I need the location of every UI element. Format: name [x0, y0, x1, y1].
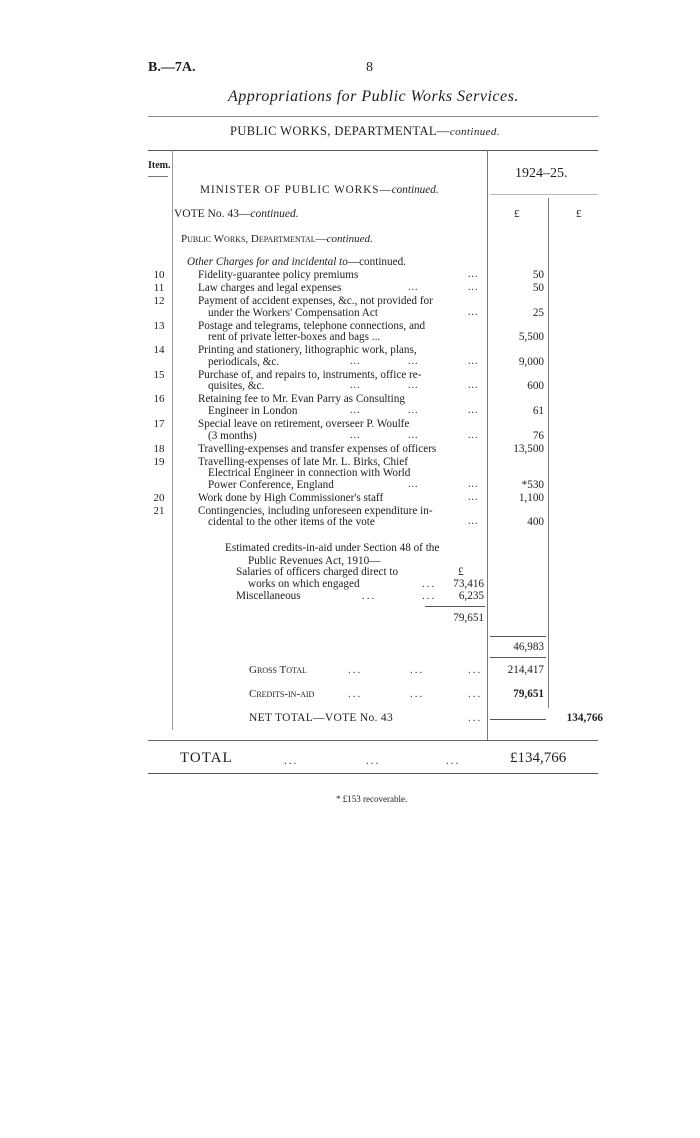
item-number: 16: [153, 393, 165, 406]
leader-dots: ...: [468, 404, 479, 416]
item-number: 18: [153, 442, 165, 455]
leader-dots: ...: [408, 380, 419, 392]
item-description-line: Retaining fee to Mr. Evan Parry as Consulting: [198, 393, 405, 406]
gross-total-leader-1: ...: [348, 664, 363, 676]
leader-dots: ...: [350, 429, 361, 441]
credits-in-aid-label: Credits-in-aid: [249, 688, 315, 700]
salaries-label-line2: works on which engaged: [248, 578, 360, 590]
leader-dots: ...: [408, 478, 419, 490]
gross-total-leader-3: ...: [468, 664, 483, 676]
salaries-amount: 73,416: [453, 578, 484, 590]
item-amount: 5,500: [518, 331, 544, 344]
item-number: 12: [153, 295, 165, 307]
minister-heading-main: MINISTER OF PUBLIC WORKS—: [200, 184, 392, 196]
leader-dots: ...: [350, 355, 361, 367]
item-number: 14: [153, 344, 165, 357]
minister-heading: [200, 184, 439, 196]
item-description-line: Electrical Engineer in connection with World: [208, 467, 411, 480]
item-description-line: Law charges and legal expenses: [198, 282, 342, 294]
grand-total-leader-1: ...: [284, 755, 299, 767]
salaries-leader: ...: [422, 578, 437, 590]
item-number: 21: [153, 504, 165, 517]
leader-dots: ...: [408, 355, 419, 367]
misc-leader-1: ...: [362, 590, 377, 602]
grand-total-top-rule: [148, 740, 598, 741]
department-heading-main: PUBLIC WORKS, DEPARTMENTAL—: [230, 124, 450, 138]
other-charges-subtotal: 46,983: [513, 641, 544, 653]
leader-dots: ...: [468, 282, 479, 293]
item-description-line: cidental to the other items of the vote: [208, 516, 375, 529]
item-amount: 1,100: [518, 491, 544, 504]
misc-amount: 6,235: [458, 590, 484, 602]
item-description-line: Contingencies, including unforeseen expenditure in-: [198, 504, 433, 517]
item-description-line: (3 months): [208, 429, 257, 442]
report-reference: B.—7A.: [148, 60, 196, 75]
item-description-line: Purchase of, and repairs to, instruments, office re-: [198, 368, 422, 381]
other-charges-heading-main: Other Charges for and incidental to: [187, 256, 348, 268]
item-column-heading: Item.: [148, 160, 171, 171]
leader-dots: ...: [468, 269, 479, 280]
credits-pound-symbol: £: [458, 566, 464, 578]
credits-heading-line2: Public Revenues Act, 1910—: [248, 555, 381, 567]
item-column-divider: [172, 150, 173, 730]
misc-label: Miscellaneous: [236, 590, 301, 602]
gross-total-leader-2: ...: [410, 664, 425, 676]
item-description-line: Work done by High Commissioner's staff: [198, 491, 384, 504]
leader-dots: ...: [350, 380, 361, 392]
gross-total-label: Gross Total: [249, 664, 307, 676]
vote-heading-main: VOTE No. 43—: [174, 208, 251, 220]
grand-total-leader-3: ...: [446, 755, 461, 767]
item-number: 20: [153, 491, 165, 504]
leader-dots: ...: [468, 306, 479, 318]
vote-heading-continued: continued.: [250, 208, 299, 220]
credits-in-aid-leader-2: ...: [410, 688, 425, 700]
item-amount: 600: [527, 380, 544, 393]
item-number: 13: [153, 319, 165, 332]
currency-symbol-col1: £: [514, 208, 520, 220]
credits-in-aid-leader-3: ...: [468, 688, 483, 700]
item-description-line: Engineer in London: [208, 404, 298, 417]
leader-dots: ...: [468, 516, 479, 528]
item-description-line: Payment of accident expenses, &c., not provided for: [198, 295, 433, 307]
item-number: 17: [153, 418, 165, 430]
net-total-amount: 134,766: [566, 712, 603, 724]
page-title: Appropriations for Public Works Services.: [228, 88, 519, 105]
currency-symbol-col2: £: [576, 208, 582, 220]
footnote: * £153 recoverable.: [336, 794, 408, 804]
item-amount: 61: [532, 404, 544, 417]
grand-total-amount: £134,766: [510, 750, 567, 766]
other-charges-rule-bottom: [490, 657, 546, 658]
year-heading: 1924–25.: [515, 166, 568, 181]
item-number: 10: [153, 269, 165, 281]
credits-subtotal: 79,651: [453, 612, 484, 624]
vote-heading: [174, 208, 299, 220]
leader-dots: ...: [468, 491, 479, 503]
item-amount: 50: [532, 269, 544, 281]
section-heading-main: Public Works, Departmental—: [181, 233, 327, 245]
leader-dots: ...: [468, 429, 479, 441]
header-divider: [148, 116, 598, 117]
grand-total-label: TOTAL: [180, 750, 233, 766]
subamount-column-divider: [548, 198, 549, 708]
item-description-line: Travelling-expenses and transfer expenses of officers: [198, 442, 437, 455]
page-number: 8: [366, 60, 373, 75]
item-description-line: Special leave on retirement, overseer P. Woulfe: [198, 418, 410, 430]
credits-in-aid-leader-1: ...: [348, 688, 363, 700]
grand-total-leader-2: ...: [366, 755, 381, 767]
item-amount: 76: [532, 429, 544, 442]
item-number: 11: [153, 282, 165, 294]
section-heading-continued: continued.: [326, 233, 373, 245]
leader-dots: ...: [350, 404, 361, 416]
gross-total-amount: 214,417: [507, 664, 544, 676]
credits-subtotal-rule: [425, 606, 485, 607]
net-total-label: NET TOTAL—VOTE No. 43: [249, 712, 394, 724]
other-charges-heading-continued: —continued.: [347, 256, 406, 268]
minister-heading-continued: continued.: [391, 184, 439, 196]
year-heading-underline: [490, 194, 598, 195]
department-heading: [230, 124, 500, 139]
item-amount: *530: [521, 478, 544, 491]
leader-dots: ...: [468, 380, 479, 392]
net-total-dash: [490, 719, 546, 720]
item-description-line: rent of private letter-boxes and bags ...: [208, 331, 381, 344]
item-amount: 50: [532, 282, 544, 294]
other-charges-heading: [187, 256, 406, 268]
item-amount: 400: [527, 516, 544, 529]
item-description-line: Power Conference, England: [208, 478, 334, 491]
item-description-line: quisites, &c.: [208, 380, 265, 393]
leader-dots: ...: [408, 282, 419, 293]
leader-dots: ...: [468, 355, 479, 367]
item-heading-underline: [148, 176, 168, 177]
table-top-rule: [148, 150, 598, 151]
salaries-label-line1: Salaries of officers charged direct to: [236, 566, 399, 578]
department-heading-continued: continued.: [449, 126, 500, 138]
amount-column-divider: [487, 150, 488, 740]
grand-total-bottom-rule: [148, 773, 598, 774]
item-description-line: Travelling-expenses of late Mr. L. Birks, Chief: [198, 455, 408, 468]
item-description-line: under the Workers' Compensation Act: [208, 306, 378, 319]
item-amount: 9,000: [518, 355, 544, 368]
section-heading: [181, 233, 373, 245]
other-charges-rule-top: [490, 636, 546, 637]
leader-dots: ...: [468, 478, 479, 490]
item-description-line: Printing and stationery, lithographic work, plans,: [198, 344, 417, 357]
misc-leader-2: ...: [422, 590, 437, 602]
item-number: 19: [153, 455, 165, 468]
leader-dots: ...: [408, 404, 419, 416]
item-amount: 25: [532, 306, 544, 319]
item-amount: 13,500: [513, 442, 544, 455]
item-description-line: Postage and telegrams, telephone connections, and: [198, 319, 426, 332]
leader-dots: ...: [408, 429, 419, 441]
net-total-leader: ...: [468, 712, 483, 724]
credits-heading-line1: Estimated credits-in-aid under Section 48 of the: [225, 542, 440, 554]
item-description-line: Fidelity-guarantee policy premiums: [198, 269, 359, 281]
credits-in-aid-amount: 79,651: [513, 688, 544, 700]
item-description-line: periodicals, &c.: [208, 355, 280, 368]
item-number: 15: [153, 368, 165, 381]
